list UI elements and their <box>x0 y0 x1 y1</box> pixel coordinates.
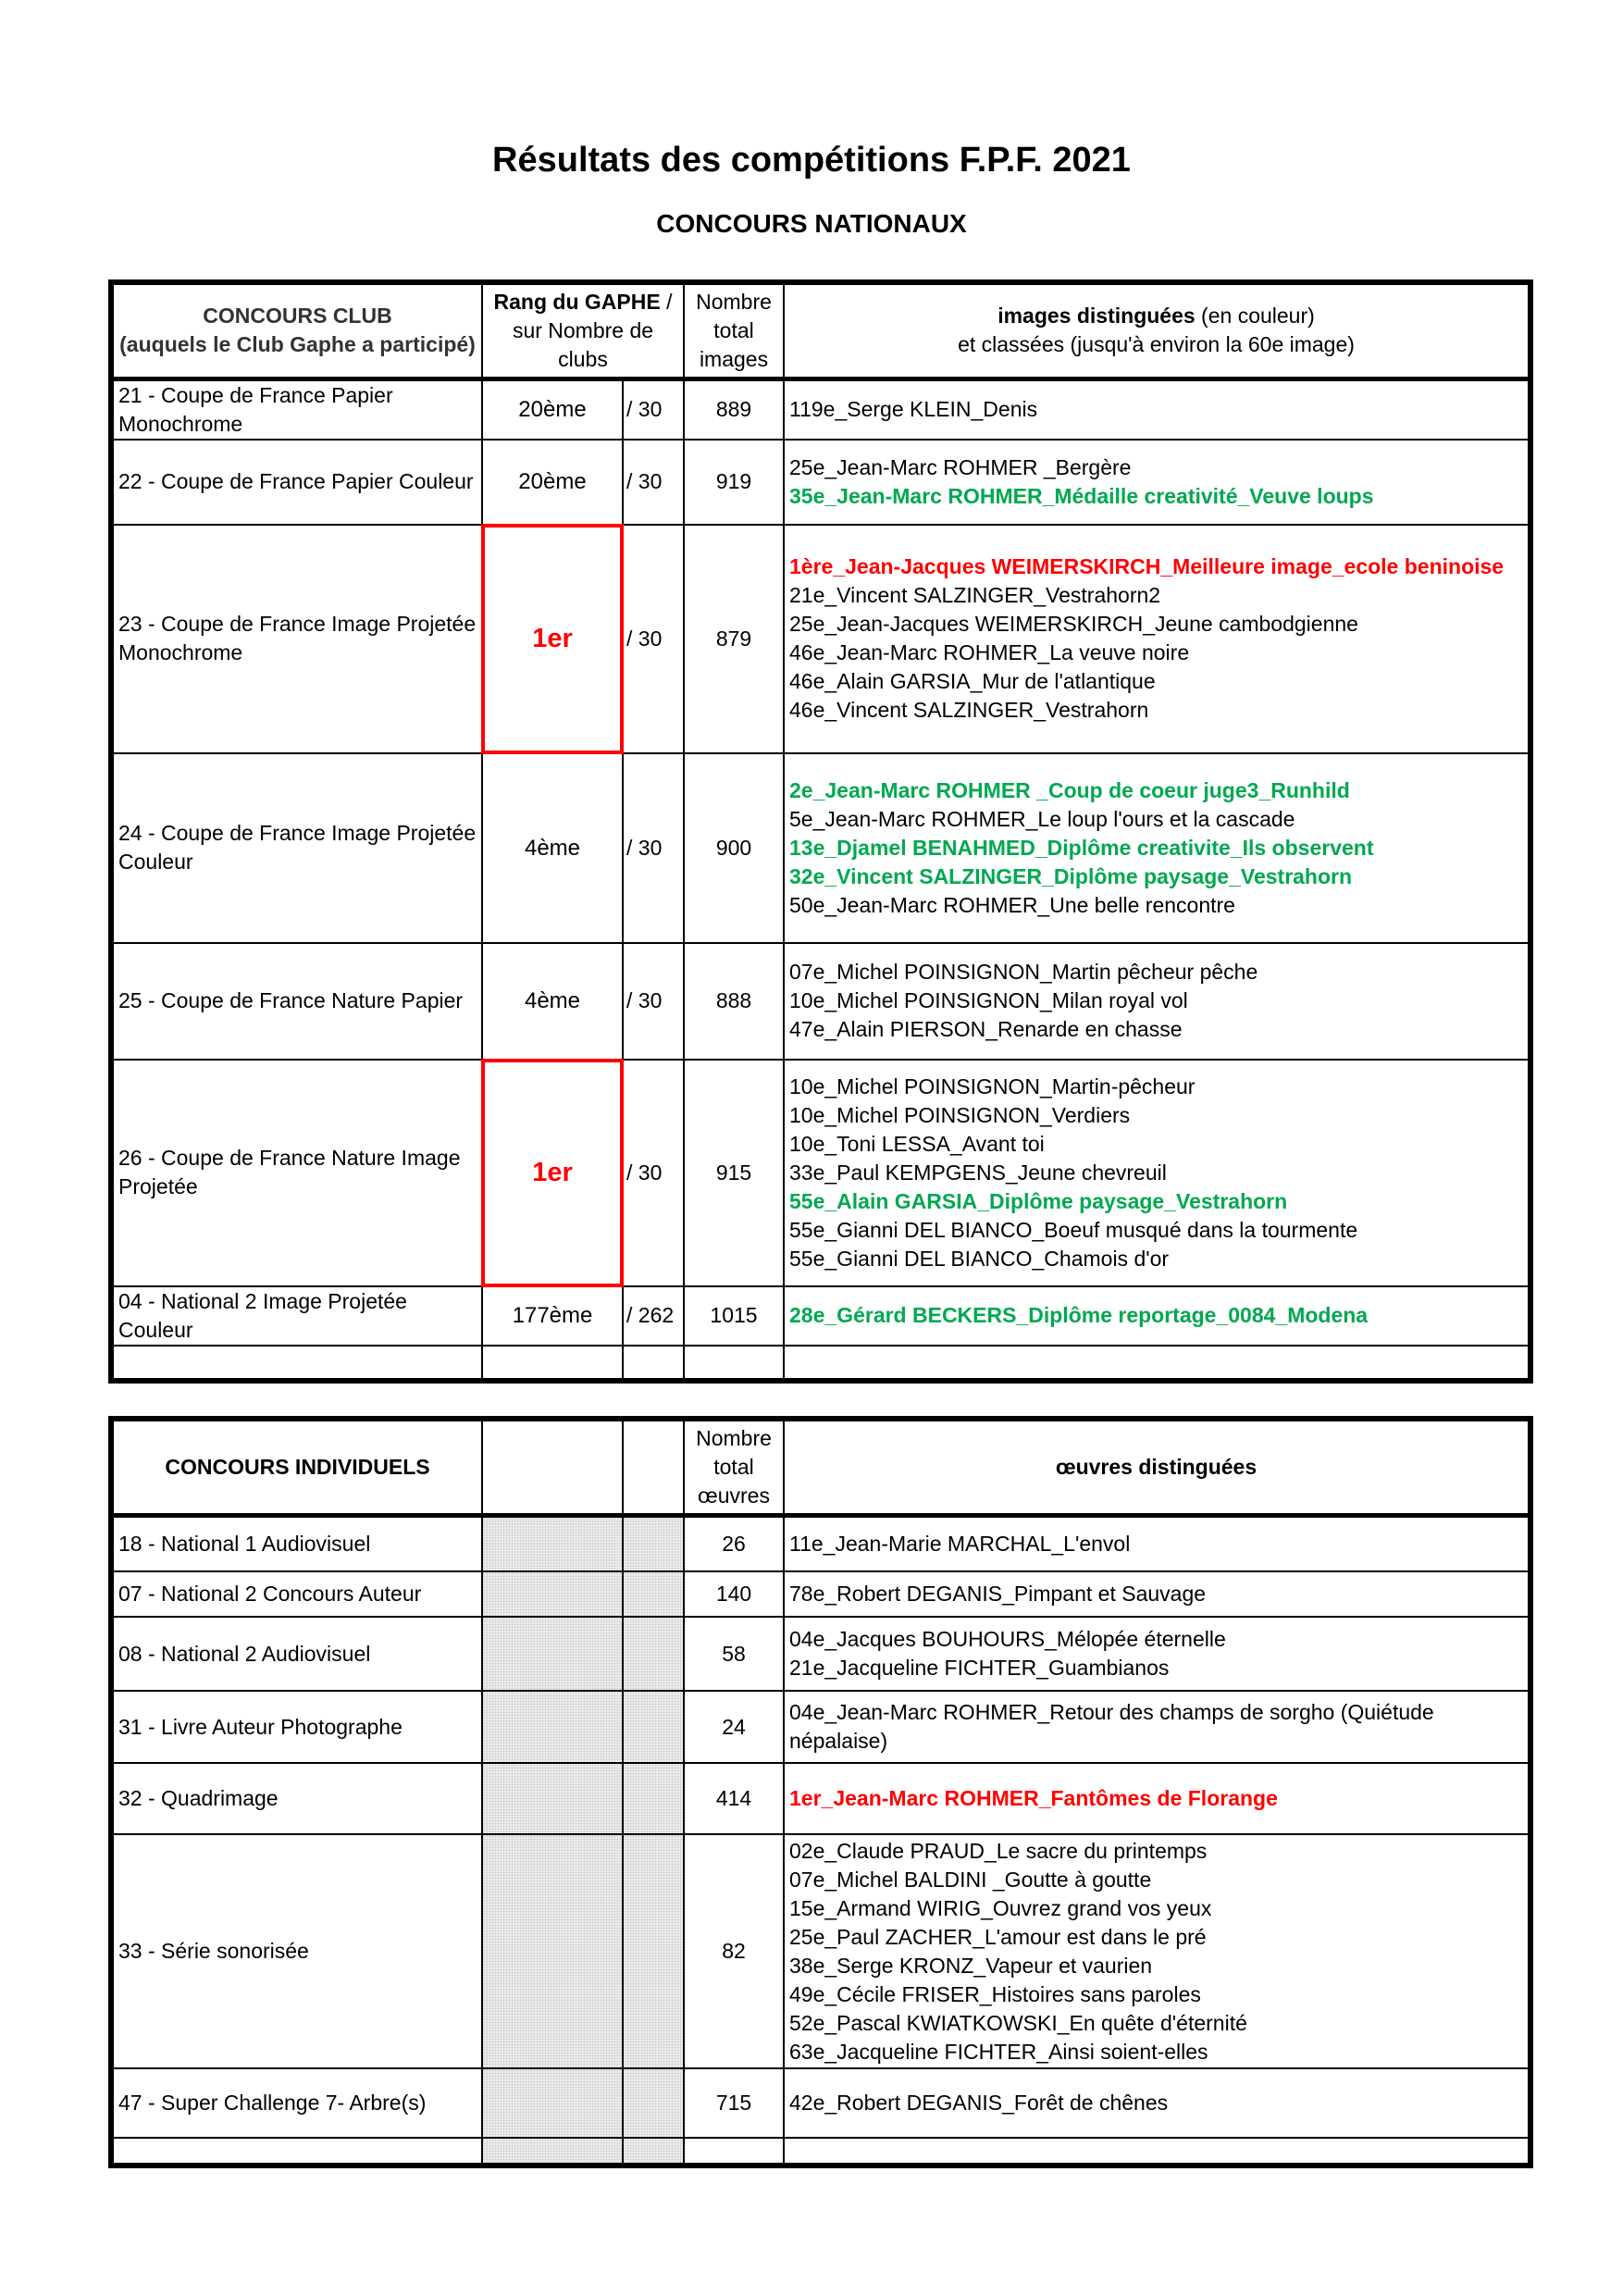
header-rank-rest: / sur Nombre de clubs <box>512 289 673 371</box>
club-total: / 30 <box>623 379 684 440</box>
rank: 20ème <box>482 440 623 525</box>
result-entry-red: 1ère_Jean-Jacques WEIMERSKIRCH_Meilleure image_ecole beninoise <box>789 554 1505 578</box>
empty-cell <box>111 1346 482 1381</box>
result-entry-green: 35e_Jean-Marc ROHMER_Médaille creativité_Veuve loups <box>789 483 1374 508</box>
individual-table-row <box>111 1691 1530 1763</box>
distinguished-works <box>784 1515 1530 1571</box>
image-count: 889 <box>684 379 784 440</box>
result-entry-green: 2e_Jean-Marc ROHMER _Coup de coeur juge3_Runhild <box>789 777 1350 802</box>
header-image-count: Nombre total images <box>684 282 784 379</box>
result-entry-black: 10e_Toni LESSA_Avant toi <box>789 1131 1045 1156</box>
result-entry-black: 07e_Michel POINSIGNON_Martin pêcheur pêche <box>789 960 1258 984</box>
result-entry-black: 38e_Serge KRONZ_Vapeur et vaurien <box>789 1953 1153 1978</box>
competition-name: 21 - Coupe de France Papier Monochrome <box>111 379 482 440</box>
header-rank <box>482 282 684 379</box>
result-entry-black: 25e_Jean-Marc ROHMER _Bergère <box>789 454 1132 479</box>
distinguished-images <box>784 379 1530 440</box>
result-entry-black: 55e_Gianni DEL BIANCO_Chamois d'or <box>789 1246 1170 1271</box>
rank-highlighted: 1er <box>482 1060 623 1286</box>
header-images-bold: images distinguées <box>997 304 1196 329</box>
competition-name: 25 - Coupe de France Nature Papier <box>111 943 482 1060</box>
individual-table-row <box>111 2068 1530 2138</box>
shaded-empty-cell <box>623 1691 684 1763</box>
result-entry-black: 42e_Robert DEGANIS_Forêt de chênes <box>789 2091 1169 2115</box>
rank-highlighted: 1er <box>482 525 623 753</box>
distinguished-works <box>784 1571 1530 1617</box>
competition-name: 23 - Coupe de France Image Projetée Monochrome <box>111 525 482 753</box>
club-table-row <box>111 1060 1530 1286</box>
header-distinguished-works: œuvres distinguées <box>784 1419 1530 1515</box>
empty-cell <box>784 1346 1530 1381</box>
club-table-row <box>111 525 1530 753</box>
result-entry-black: 04e_Jacques BOUHOURS_Mélopée éternelle <box>789 1627 1226 1651</box>
individual-table-empty-row <box>111 2138 1530 2166</box>
distinguished-images <box>784 440 1530 525</box>
result-entry-black: 47e_Alain PIERSON_Renarde en chasse <box>789 1017 1183 1041</box>
result-entry-green: 55e_Alain GARSIA_Diplôme paysage_Vestrahorn <box>789 1188 1288 1213</box>
result-entry-black: 04e_Jean-Marc ROHMER_Retour des champs de sorgho (Quiétude népalaise) <box>789 1700 1434 1753</box>
shaded-empty-cell <box>482 2138 623 2166</box>
competition-name: 32 - Quadrimage <box>111 1763 482 1834</box>
header-competition-line2: (auquels le Club Gaphe a participé) <box>119 332 476 357</box>
club-table-row <box>111 379 1530 440</box>
club-table-empty-row <box>111 1346 1530 1381</box>
competition-name: 18 - National 1 Audiovisuel <box>111 1515 482 1571</box>
empty-cell <box>784 2138 1530 2166</box>
result-entry-red: 1er_Jean-Marc ROHMER_Fantômes de Florange <box>789 1786 1278 1810</box>
header-empty-1 <box>482 1419 623 1515</box>
distinguished-images <box>784 525 1530 753</box>
shaded-empty-cell <box>482 1691 623 1763</box>
result-entry-black: 10e_Michel POINSIGNON_Milan royal vol <box>789 988 1188 1012</box>
competition-name: 07 - National 2 Concours Auteur <box>111 1571 482 1617</box>
works-count: 26 <box>684 1515 784 1571</box>
result-entry-black: 46e_Jean-Marc ROHMER_La veuve noire <box>789 640 1190 664</box>
distinguished-works <box>784 2068 1530 2138</box>
result-entry-black: 21e_Vincent SALZINGER_Vestrahorn2 <box>789 583 1161 607</box>
empty-cell <box>684 2138 784 2166</box>
header-distinguished-images <box>784 282 1530 379</box>
result-entry-black: 10e_Michel POINSIGNON_Verdiers <box>789 1102 1131 1127</box>
works-count: 82 <box>684 1834 784 2068</box>
competition-name: 33 - Série sonorisée <box>111 1834 482 2068</box>
result-entry-black: 46e_Vincent SALZINGER_Vestrahorn <box>789 698 1149 722</box>
distinguished-images <box>784 753 1530 943</box>
result-entry-black: 5e_Jean-Marc ROHMER_Le loup l'ours et la cascade <box>789 806 1295 831</box>
shaded-empty-cell <box>623 2138 684 2166</box>
header-empty-2 <box>623 1419 684 1515</box>
shaded-empty-cell <box>623 1617 684 1691</box>
image-count: 1015 <box>684 1286 784 1346</box>
header-competition <box>111 282 482 379</box>
empty-cell <box>684 1346 784 1381</box>
empty-cell <box>482 1346 623 1381</box>
club-table-row <box>111 943 1530 1060</box>
competition-name: 31 - Livre Auteur Photographe <box>111 1691 482 1763</box>
individual-table-header-row <box>111 1419 1530 1515</box>
individual-competitions-table <box>108 1416 1533 2168</box>
club-total: / 30 <box>623 1060 684 1286</box>
result-entry-black: 02e_Claude PRAUD_Le sacre du printemps <box>789 1838 1208 1863</box>
result-entry-black: 50e_Jean-Marc ROHMER_Une belle rencontre <box>789 892 1235 917</box>
shaded-empty-cell <box>623 1571 684 1617</box>
result-entry-black: 78e_Robert DEGANIS_Pimpant et Sauvage <box>789 1582 1207 1606</box>
competition-name: 24 - Coupe de France Image Projetée Couleur <box>111 753 482 943</box>
club-total: / 30 <box>623 753 684 943</box>
distinguished-works <box>784 1834 1530 2068</box>
result-entry-green: 32e_Vincent SALZINGER_Diplôme paysage_Vestrahorn <box>789 863 1353 888</box>
individual-table-row <box>111 1834 1530 2068</box>
shaded-empty-cell <box>482 2068 623 2138</box>
result-entry-black: 119e_Serge KLEIN_Denis <box>789 397 1038 421</box>
result-entry-black: 63e_Jacqueline FICHTER_Ainsi soient-elles <box>789 2039 1208 2064</box>
result-entry-black: 07e_Michel BALDINI _Goutte à goutte <box>789 1867 1152 1892</box>
result-entry-black: 11e_Jean-Marie MARCHAL_L'envol <box>789 1531 1131 1556</box>
empty-cell <box>111 2138 482 2166</box>
individual-table-row <box>111 1515 1530 1571</box>
distinguished-images <box>784 1060 1530 1286</box>
works-count: 58 <box>684 1617 784 1691</box>
club-total: / 30 <box>623 943 684 1060</box>
works-count: 414 <box>684 1763 784 1834</box>
shaded-empty-cell <box>623 1834 684 2068</box>
result-entry-green: 28e_Gérard BECKERS_Diplôme reportage_0084_Modena <box>789 1303 1369 1327</box>
rank: 20ème <box>482 379 623 440</box>
result-entry-black: 25e_Jean-Jacques WEIMERSKIRCH_Jeune cambodgienne <box>789 612 1358 636</box>
club-total: / 262 <box>623 1286 684 1346</box>
competition-name: 08 - National 2 Audiovisuel <box>111 1617 482 1691</box>
result-entry-black: 52e_Pascal KWIATKOWSKI_En quête d'éternité <box>789 2010 1247 2035</box>
distinguished-works <box>784 1691 1530 1763</box>
club-competitions-table <box>108 279 1533 1384</box>
result-entry-black: 46e_Alain GARSIA_Mur de l'atlantique <box>789 669 1156 693</box>
rank: 177ème <box>482 1286 623 1346</box>
header-individual-competition: CONCOURS INDIVIDUELS <box>111 1419 482 1515</box>
club-table-header-row <box>111 282 1530 379</box>
distinguished-works <box>784 1617 1530 1691</box>
result-entry-black: 33e_Paul KEMPGENS_Jeune chevreuil <box>789 1160 1167 1185</box>
image-count: 900 <box>684 753 784 943</box>
works-count: 715 <box>684 2068 784 2138</box>
shaded-empty-cell <box>623 1763 684 1834</box>
club-table-body <box>111 379 1530 1381</box>
header-images-line2: et classées (jusqu'à environ la 60e image) <box>958 332 1355 357</box>
header-images-rest: (en couleur) <box>1195 304 1315 329</box>
club-total: / 30 <box>623 440 684 525</box>
header-competition-line1: CONCOURS CLUB <box>203 304 392 329</box>
distinguished-images <box>784 943 1530 1060</box>
rank: 4ème <box>482 753 623 943</box>
page-title: Résultats des compétitions F.P.F. 2021 <box>492 141 1131 180</box>
individual-table-body <box>111 1515 1530 2166</box>
shaded-empty-cell <box>623 1515 684 1571</box>
image-count: 915 <box>684 1060 784 1286</box>
header-works-count: Nombre total œuvres <box>684 1419 784 1515</box>
image-count: 879 <box>684 525 784 753</box>
shaded-empty-cell <box>482 1763 623 1834</box>
distinguished-images <box>784 1286 1530 1346</box>
club-table-row <box>111 440 1530 525</box>
club-table-row <box>111 753 1530 943</box>
club-total: / 30 <box>623 525 684 753</box>
individual-table-row <box>111 1571 1530 1617</box>
result-entry-black: 25e_Paul ZACHER_L'amour est dans le pré <box>789 1924 1207 1949</box>
distinguished-works <box>784 1763 1530 1834</box>
page-subtitle: CONCOURS NATIONAUX <box>656 209 967 238</box>
result-entry-black: 55e_Gianni DEL BIANCO_Boeuf musqué dans la tourmente <box>789 1217 1358 1242</box>
individual-table-row <box>111 1617 1530 1691</box>
empty-cell <box>623 1346 684 1381</box>
rank: 4ème <box>482 943 623 1060</box>
result-entry-black: 15e_Armand WIRIG_Ouvrez grand vos yeux <box>789 1895 1212 1920</box>
result-entry-black: 49e_Cécile FRISER_Histoires sans paroles <box>789 1981 1201 2006</box>
club-table-row <box>111 1286 1530 1346</box>
result-entry-black: 10e_Michel POINSIGNON_Martin-pêcheur <box>789 1074 1196 1098</box>
result-entry-green: 13e_Djamel BENAHMED_Diplôme creativite_Ils observent <box>789 835 1374 860</box>
works-count: 140 <box>684 1571 784 1617</box>
image-count: 888 <box>684 943 784 1060</box>
competition-name: 47 - Super Challenge 7- Arbre(s) <box>111 2068 482 2138</box>
shaded-empty-cell <box>482 1834 623 2068</box>
competition-name: 26 - Coupe de France Nature Image Projetée <box>111 1060 482 1286</box>
shaded-empty-cell <box>482 1571 623 1617</box>
individual-table-row <box>111 1763 1530 1834</box>
header-rank-bold: Rang du GAPHE <box>493 289 661 314</box>
works-count: 24 <box>684 1691 784 1763</box>
shaded-empty-cell <box>482 1617 623 1691</box>
shaded-empty-cell <box>482 1515 623 1571</box>
shaded-empty-cell <box>623 2068 684 2138</box>
image-count: 919 <box>684 440 784 525</box>
competition-name: 22 - Coupe de France Papier Couleur <box>111 440 482 525</box>
competition-name: 04 - National 2 Image Projetée Couleur <box>111 1286 482 1346</box>
result-entry-black: 21e_Jacqueline FICHTER_Guambianos <box>789 1656 1170 1680</box>
